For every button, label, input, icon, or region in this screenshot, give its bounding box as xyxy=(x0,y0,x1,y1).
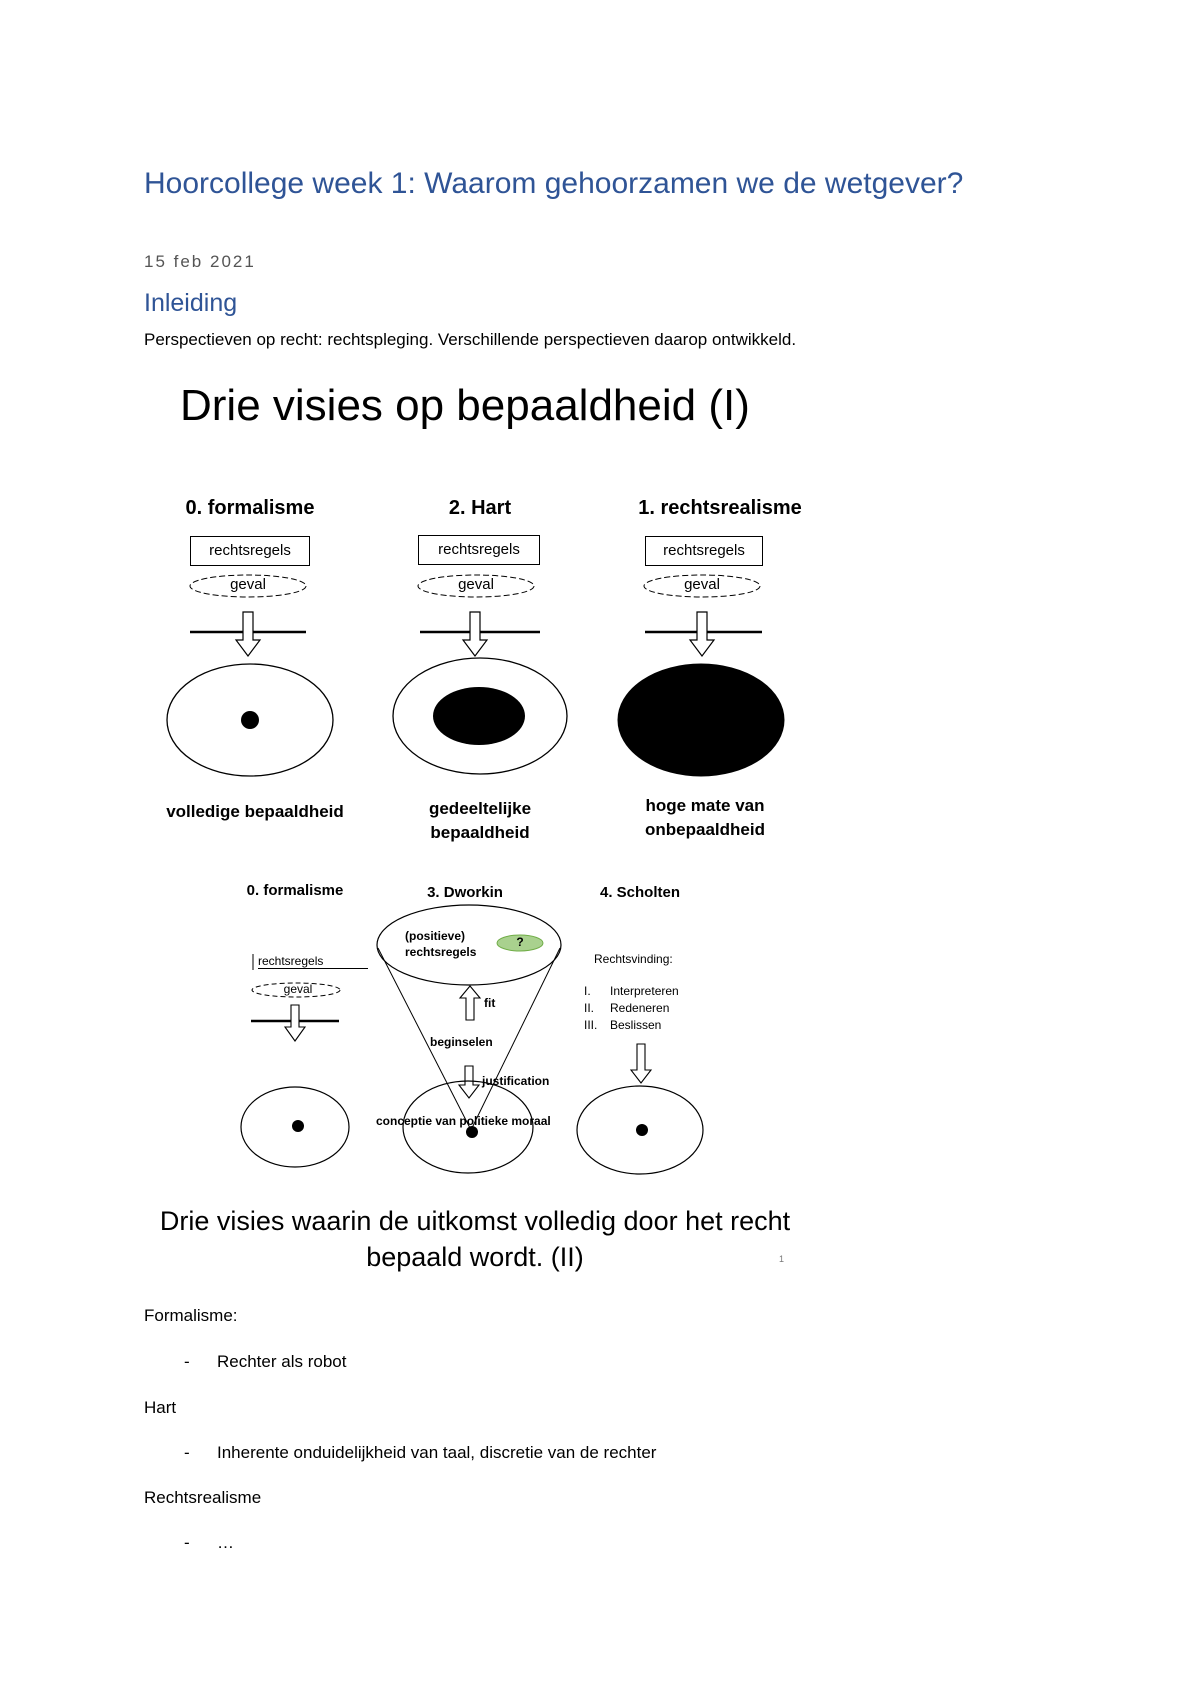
slide2-title: Drie visies waarin de uitkomst volledig door het recht bepaald wordt. (II) xyxy=(159,1206,791,1272)
intro-paragraph: Perspectieven op recht: rechtspleging. Verschillende perspectieven daarop ontwikkeld. xyxy=(144,330,797,349)
slide2-col2-question: ? xyxy=(516,935,524,949)
slide1-col2-caption: gedeeltelijke bepaaldheid xyxy=(428,799,532,842)
slide1-col1-dot xyxy=(241,711,259,729)
slide2-col1-case-label: geval xyxy=(283,982,313,996)
slide1-col3-outcome-ellipse xyxy=(618,664,784,776)
note1-heading: Formalisme: xyxy=(144,1306,238,1325)
slide1-col1-arrow-icon xyxy=(236,612,260,656)
slide2-col1-heading: 0. formalisme xyxy=(246,882,344,899)
slide2-col2-bottom-text: conceptie van politieke moraal xyxy=(376,1114,551,1128)
section-heading: Inleiding xyxy=(144,289,238,317)
slide1-col3-heading: 1. rechtsrealisme xyxy=(638,497,802,519)
note3-heading: Rechtsrealisme xyxy=(144,1488,262,1507)
slide2-col3-item3-num: III. xyxy=(584,1018,598,1032)
slide2-col2-beginselen-label: beginselen xyxy=(430,1035,493,1049)
slide2-col2-down-arrow-icon xyxy=(459,1066,479,1098)
slide2-col2-heading: 3. Dworkin xyxy=(427,884,503,901)
slide1-col3-rules-box: rechtsregels xyxy=(645,536,763,566)
slide2-col3-item2: Redeneren xyxy=(610,1001,670,1015)
slide2-col1-dot xyxy=(292,1120,304,1132)
slide2-col3-dot xyxy=(636,1124,648,1136)
slide1-col3-caption: hoge mate van onbepaaldheid xyxy=(645,796,765,839)
slide2-col3-item3: Beslissen xyxy=(610,1018,662,1032)
slide1-col2-arrow-icon xyxy=(463,612,487,656)
slide1-col2-rules-box: rechtsregels xyxy=(418,535,540,565)
note2-heading: Hart xyxy=(144,1398,177,1417)
slide1-title: Drie visies op bepaaldheid (I) xyxy=(180,381,750,430)
slide2-col2-up-arrow-icon xyxy=(460,986,480,1020)
slide2-col3-item1-num: I. xyxy=(584,984,591,998)
slide2-col3-rechtsvinding: Rechtsvinding: xyxy=(594,952,673,966)
slide2-col3-heading: 4. Scholten xyxy=(599,884,681,901)
page-title: Hoorcollege week 1: Waarom gehoorzamen we de wetgever? xyxy=(144,167,964,200)
slide1-col1-heading: 0. formalisme xyxy=(185,497,315,519)
slide1-col3-arrow-icon xyxy=(690,612,714,656)
slide2-col1-rules-box: rechtsregels xyxy=(258,954,368,969)
note1-bullet: Rechter als robot xyxy=(217,1352,347,1371)
slide1-col2-case-label: geval xyxy=(458,576,494,593)
slide1-col1-caption: volledige bepaaldheid xyxy=(166,802,344,821)
slide-page-number: 1 xyxy=(779,1254,785,1264)
slide1-col3-case-label: geval xyxy=(684,576,720,593)
note3-bullet: … xyxy=(217,1533,234,1552)
slide1-col1-rules-box: rechtsregels xyxy=(190,536,310,566)
page-date: 15 feb 2021 xyxy=(144,252,256,271)
slide1-col2-core xyxy=(433,687,525,745)
slide1-col2-heading: 2. Hart xyxy=(448,497,512,519)
slide1-col1-case-label: geval xyxy=(230,576,266,593)
slide2-col3-item2-num: II. xyxy=(584,1001,595,1015)
note2-dash: - xyxy=(184,1443,190,1462)
slide2-col1-arrow-icon xyxy=(285,1005,305,1041)
slide2-col2-fit-label: fit xyxy=(484,996,496,1010)
slide2-col3-arrow-icon xyxy=(631,1044,651,1083)
note1-dash: - xyxy=(184,1352,190,1371)
note3-dash: - xyxy=(184,1533,190,1552)
slide2-col2-justification-label: justification xyxy=(482,1074,550,1088)
note2-bullet: Inherente onduidelijkheid van taal, discretie van de rechter xyxy=(217,1443,657,1462)
slide2-col2-top-text: (positieve) rechtsregels xyxy=(405,929,477,959)
slide2-col3-item1: Interpreteren xyxy=(610,984,679,998)
